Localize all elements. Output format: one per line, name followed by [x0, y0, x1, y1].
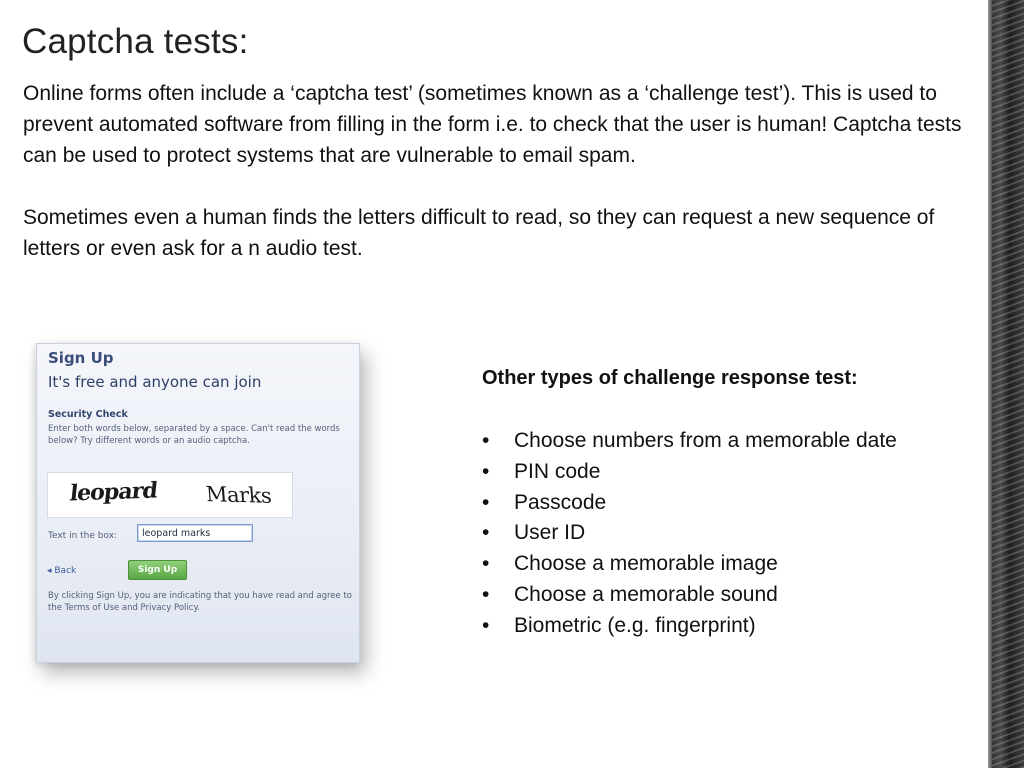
other-tests-item — [482, 426, 897, 457]
other-tests-item-label: Biometric (e.g. fingerprint) — [514, 613, 756, 637]
other-tests-item — [482, 549, 897, 580]
bullet-icon: • — [482, 521, 490, 545]
other-tests-item — [482, 488, 897, 519]
other-tests-item-label: User ID — [514, 521, 586, 545]
bullet-icon: • — [482, 429, 490, 452]
intro-text — [23, 78, 973, 264]
other-tests-item-label: PIN code — [514, 459, 601, 483]
decorative-side-strip — [988, 0, 1024, 768]
other-tests-item-label: Choose a memorable sound — [514, 582, 778, 606]
signup-button[interactable]: Sign Up — [128, 560, 187, 580]
captcha-word-2: Marks — [204, 482, 273, 508]
other-tests-item — [482, 457, 897, 488]
bullet-icon: • — [482, 582, 490, 606]
slide-title: Captcha tests: — [22, 22, 249, 61]
captcha-image — [47, 472, 293, 518]
security-check-title: Security Check — [48, 409, 128, 420]
other-tests-item — [482, 611, 897, 642]
captcha-word-1: leopard — [68, 477, 159, 507]
other-tests-list — [482, 426, 897, 642]
side-strip-edge — [988, 0, 992, 768]
security-check-instructions: Enter both words below, separated by a space. Can't read the words below? Try different words or an audio captcha. — [48, 424, 340, 446]
terms-text: By clicking Sign Up, you are indicating that you have read and agree to the Terms of Use and Privacy Policy. — [48, 591, 352, 613]
bullet-icon: • — [482, 613, 490, 637]
intro-paragraph-2: Sometimes even a human finds the letters difficult to read, so they can request a new sequence of letters or even ask for a n audio test. — [23, 206, 935, 260]
captcha-input[interactable]: leopard marks — [137, 524, 253, 542]
intro-paragraph-1: Online forms often include a ‘captcha test’ (sometimes known as a ‘challenge test’). This is used to prevent automated software from filling in the form i.e. to check that the user is human! Captcha tests can be used to protect systems that are vulnerable to email spam. — [23, 82, 962, 167]
signup-form-screenshot — [36, 343, 360, 663]
back-link[interactable]: ◂ Back — [47, 566, 77, 576]
bullet-icon: • — [482, 490, 490, 514]
signup-subheading: It's free and anyone can join — [48, 373, 262, 391]
captcha-input-label: Text in the box: — [48, 531, 118, 541]
other-tests-heading: Other types of challenge response test: — [482, 367, 858, 389]
signup-heading: Sign Up — [48, 349, 114, 367]
bullet-icon: • — [482, 552, 490, 576]
other-tests-item — [482, 580, 897, 611]
other-tests-item-label: Choose a memorable image — [514, 552, 778, 576]
bullet-icon: • — [482, 459, 490, 483]
other-tests-item — [482, 518, 897, 549]
other-tests-item-label: Choose numbers from a memorable date — [514, 429, 897, 452]
other-tests-item-label: Passcode — [514, 490, 607, 514]
